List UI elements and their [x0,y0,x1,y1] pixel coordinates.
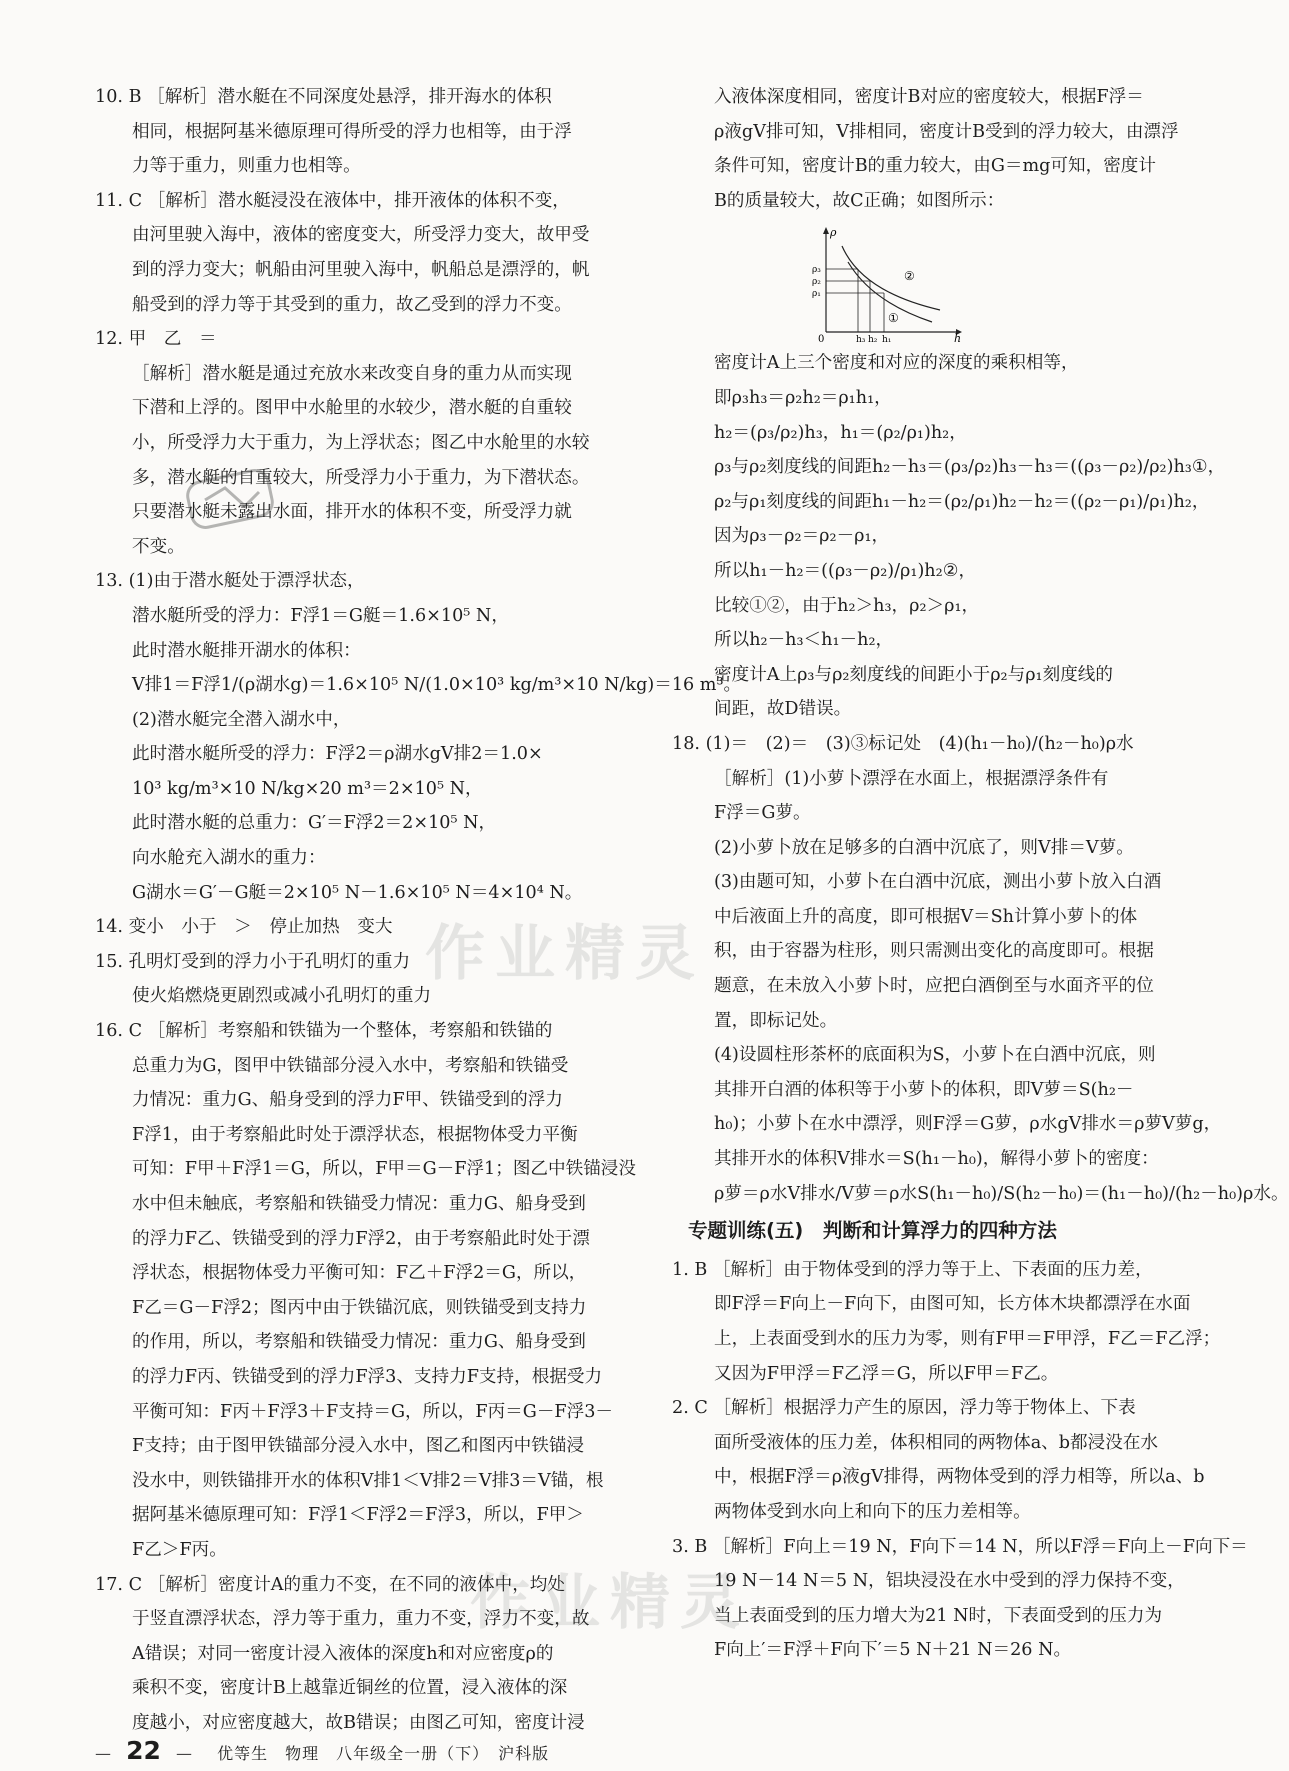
text-line: F浮1，由于考察船此时处于漂浮状态，根据物体受力平衡 [132,1124,578,1145]
text-line: 16. C ［解析］考察船和铁锚为一个整体，考察船和铁锚的 [95,1021,553,1042]
text-line: B的质量较大，故C正确；如图所示： [714,190,1005,211]
text-line: ［解析］(1)小萝卜漂浮在水面上，根据漂浮条件有 [714,768,1109,789]
footer-dash-right: — [175,1744,192,1763]
text-line: 间距，故D错误。 [714,699,852,720]
text-line: 小，所受浮力大于重力，为上浮状态；图乙中水舱里的水较 [132,432,590,453]
text-line: 积，由于容器为柱形，则只需测出变化的高度即可。根据 [714,941,1154,962]
text-line: 比较①②，由于h₂＞h₃，ρ₂＞ρ₁， [714,595,980,616]
text-line: h₀)；小萝卜在水中漂浮，则F浮＝G萝，ρ水gV排水＝ρ萝V萝g， [714,1114,1222,1135]
watermark-stamp-logo [185,470,275,528]
text-line: 此时潜水艇所受的浮力：F浮2＝ρ湖水gV排2＝1.0× [132,744,543,765]
text-line: 只要潜水艇未露出水面，排开水的体积不变，所受浮力就 [132,502,572,523]
text-line: F向上′＝F浮＋F向下′＝5 N＋21 N＝26 N。 [714,1640,1072,1661]
right-column [672,80,1289,1668]
text-line: 即F浮＝F向上－F向下，由图可知，长方体木块都漂浮在水面 [714,1294,1191,1315]
footer-book-title: 优等生 物理 八年级全一册（下） 沪科版 [217,1744,550,1763]
text-line: ρ萝＝ρ水V排水/V萝＝ρ水S(h₁－h₀)/S(h₂－h₀)＝(h₁－h₀)/(h₂－h₀)ρ水。 [714,1183,1289,1204]
text-line: 17. C ［解析］密度计A的重力不变，在不同的液体中，均处 [95,1574,565,1595]
text-line: 平衡可知：F丙＋F浮3＋F支持＝G，所以，F丙＝G－F浮3－ [132,1401,614,1422]
text-line: ρ₃与ρ₂刻度线的间距h₂－h₃＝(ρ₃/ρ₂)h₃－h₃＝((ρ₃－ρ₂)/ρ₂)h₃①， [714,457,1226,478]
text-line: 度越小，对应密度越大，故B错误；由图乙可知，密度计浸 [132,1712,585,1733]
text-line: 所以h₁－h₂＝((ρ₃－ρ₂)/ρ₁)h₂②， [714,560,977,581]
text-line: 置，即标记处。 [714,1010,838,1031]
graph-origin: 0 [818,334,825,346]
text-line: 15. 孔明灯受到的浮力小于孔明灯的重力 [95,951,411,972]
graph-y-label: ρ [830,226,837,240]
text-line: 船受到的浮力等于其受到的重力，故乙受到的浮力不变。 [132,294,572,315]
text-line: 相同，根据阿基米德原理可得所受的浮力也相等，由于浮 [132,121,572,142]
text-line: 3. B ［解析］F向上＝19 N，F向下＝14 N，所以F浮＝F向上－F向下＝ [672,1536,1248,1557]
graph-x-label: h [954,332,962,346]
text-line: G湖水＝G′－G艇＝2×10⁵ N－1.6×10⁵ N＝4×10⁴ N。 [132,882,583,903]
text-line: 11. C ［解析］潜水艇浸没在液体中，排开液体的体积不变， [95,190,570,211]
text-line: 乘积不变，密度计B上越靠近铜丝的位置，浸入液体的深 [132,1678,568,1699]
text-line: 密度计A上ρ₃与ρ₂刻度线的间距小于ρ₂与ρ₁刻度线的 [714,664,1113,685]
graph-ytick-rho3: ρ₃ [812,265,821,276]
graph-curve-label-2: ② [904,269,915,284]
text-line: 中，根据F浮＝ρ液gV排得，两物体受到的浮力相等，所以a、b [714,1467,1205,1488]
text-line: 密度计A上三个密度和对应的深度的乘积相等， [714,353,1079,374]
page-footer [95,1736,549,1765]
text-line: 10. B ［解析］潜水艇在不同深度处悬浮，排开海水的体积 [95,87,552,107]
text-line: 于竖直漂浮状态，浮力等于重力，重力不变，浮力不变，故 [132,1609,590,1630]
graph-xtick-h1: h₁ [882,335,892,346]
text-line: h₂＝(ρ₃/ρ₂)h₃，h₁＝(ρ₂/ρ₁)h₂， [714,422,967,443]
text-line: F乙＝G－F浮2；图丙中由于铁锚沉底，则铁锚受到支持力 [132,1297,587,1318]
text-line: 下潜和上浮的。图甲中水舱里的水较少，潜水艇的自重较 [132,398,572,419]
text-line: 总重力为G，图甲中铁锚部分浸入水中，考察船和铁锚受 [132,1055,569,1076]
graph-ytick-rho2: ρ₂ [812,277,821,288]
text-line: 到的浮力变大；帆船由河里驶入海中，帆船总是漂浮的，帆 [132,259,590,280]
graph-y-arrow [823,227,829,234]
page-number: 22 [126,1736,161,1765]
text-line: F浮＝G萝。 [714,803,811,824]
text-line: 18. (1)＝ (2)＝ (3)③标记处 (4)(h₁－h₀)/(h₂－h₀)ρ水 [672,733,1134,754]
text-line: 又因为F甲浮＝F乙浮＝G，所以F甲＝F乙。 [714,1363,1059,1384]
text-line: 此时潜水艇排开湖水的体积： [132,640,361,661]
text-line: 力等于重力，则重力也相等。 [132,156,361,177]
text-line: 13. (1)由于潜水艇处于漂浮状态， [95,571,365,592]
text-line: 2. C ［解析］根据浮力产生的原因，浮力等于物体上、下表 [672,1398,1136,1419]
right-column-top [672,80,1179,218]
text-line: 条件可知，密度计B的重力较大，由G＝mg可知，密度计 [714,156,1156,177]
text-line: 题意，在未放入小萝卜时，应把白酒倒至与水面齐平的位 [714,976,1154,997]
text-line: A错误；对同一密度计浸入液体的深度h和对应密度ρ的 [132,1643,554,1664]
text-line: 两物体受到水向上和向下的压力差相等。 [714,1501,1031,1522]
footer-dash-left: — [95,1744,111,1763]
text-line: 潜水艇所受的浮力：F浮1＝G艇＝1.6×10⁵ N， [132,605,509,626]
text-line: 入液体深度相同，密度计B对应的密度较大，根据F浮＝ [714,87,1144,107]
text-line: 12. 甲 乙 ＝ [95,329,217,350]
graph-xtick-h2: h₂ [868,335,878,346]
text-line: (3)由题可知，小萝卜在白酒中沉底，测出小萝卜放入白酒 [714,872,1162,893]
text-line: (4)设圆柱形茶杯的底面积为S，小萝卜在白酒中沉底，则 [714,1045,1156,1066]
text-line: 10³ kg/m³×10 N/kg×20 m³＝2×10⁵ N， [132,778,483,799]
text-line: 此时潜水艇的总重力：G′＝F浮2＝2×10⁵ N， [132,813,497,834]
graph-curve-2 [842,246,940,310]
right-column-middle [672,346,1289,1211]
text-line: F支持；由于图甲铁锚部分浸入水中，图乙和图丙中铁锚浸 [132,1436,585,1457]
text-line: 没水中，则铁锚排开水的体积V排1＜V排2＝V排3＝V锚，根 [132,1470,604,1491]
text-line: 的作用，所以，考察船和铁锚受力情况：重力G、船身受到 [132,1332,586,1353]
text-line: 不变。 [132,536,185,557]
text-line: (2)小萝卜放在足够多的白酒中沉底了，则V排＝V萝。 [714,837,1134,858]
text-line: 当上表面受到的压力增大为21 N时，下表面受到的压力为 [714,1605,1163,1626]
watermark-2: 作业精灵 [470,1568,750,1638]
text-line: 1. B ［解析］由于物体受到的浮力等于上、下表面的压力差， [672,1259,1153,1280]
density-depth-graph [812,224,962,346]
text-line: 因为ρ₃－ρ₂＝ρ₂－ρ₁， [714,526,890,547]
text-line: 力情况：重力G、船身受到的浮力F甲、铁锚受到的浮力 [132,1090,563,1111]
text-line: 多，潜水艇的自重较大，所受浮力小于重力，为下潜状态。 [132,467,590,488]
text-line: ρ液gV排可知，V排相同，密度计B受到的浮力较大，由漂浮 [714,121,1179,142]
text-line: (2)潜水艇完全潜入湖水中， [132,709,351,730]
text-line: ρ₂与ρ₁刻度线的间距h₁－h₂＝(ρ₂/ρ₁)h₂－h₂＝((ρ₂－ρ₁)/ρ₁)h₂， [714,491,1210,512]
text-line: 的浮力F丙、铁锚受到的浮力F浮3、支持力F支持，根据受力 [132,1366,603,1387]
text-line: 中后液面上升的高度，即可根据V＝Sh计算小萝卜的体 [714,906,1138,927]
text-line: ［解析］潜水艇是通过充放水来改变自身的重力从而实现 [132,363,572,384]
text-line: 14. 变小 小于 ＞ 停止加热 变大 [95,917,393,938]
text-line: 即ρ₃h₃＝ρ₂h₂＝ρ₁h₁， [714,387,892,408]
text-line: 19 N－14 N＝5 N，铝块浸没在水中受到的浮力保持不变， [714,1571,1185,1592]
text-line: 其排开水的体积V排水＝S(h₁－h₀)，解得小萝卜的密度： [714,1149,1159,1170]
text-line: 可知：F甲＋F浮1＝G，所以，F甲＝G－F浮1；图乙中铁锚浸没 [132,1159,636,1180]
text-line: 据阿基米德原理可知：F浮1＜F浮2＝F浮3，所以，F甲＞ [132,1505,584,1526]
text-line: 向水舱充入湖水的重力： [132,848,326,869]
text-line: V排1＝F浮1/(ρ湖水g)＝1.6×10⁵ N/(1.0×10³ kg/m³×10 N/kg)＝16 m³。 [132,675,742,696]
watermark-1: 作业精灵 [425,919,705,989]
text-line: 的浮力F乙、铁锚受到的浮力F浮2，由于考察船此时处于漂 [132,1228,590,1249]
text-line: 其排开白酒的体积等于小萝卜的体积，即V萝＝S(h₂－ [714,1079,1134,1100]
graph-ytick-rho1: ρ₁ [812,289,821,300]
text-line: 水中但未触底，考察船和铁锚受力情况：重力G、船身受到 [132,1194,586,1214]
section-title: 专题训练(五) 判断和计算浮力的四种方法 [688,1219,1057,1243]
text-line: 浮状态，根据物体受力平衡可知：F乙＋F浮2＝G，所以， [132,1263,587,1284]
text-line: 由河里驶入海中，液体的密度变大，所受浮力变大，故甲受 [132,225,590,246]
text-line: 使火焰燃烧更剧烈或减小孔明灯的重力 [132,986,432,1007]
graph-curve-label-1: ① [888,311,899,326]
text-line: 上，上表面受到水的压力为零，则有F甲＝F甲浮，F乙＝F乙浮； [714,1329,1221,1349]
graph-xtick-h3: h₃ [856,335,866,346]
text-line: F乙＞F丙。 [132,1539,227,1560]
text-line: 所以h₂－h₃＜h₁－h₂， [714,630,894,651]
text-line: 面所受液体的压力差，体积相同的两物体a、b都浸没在水 [714,1432,1159,1453]
